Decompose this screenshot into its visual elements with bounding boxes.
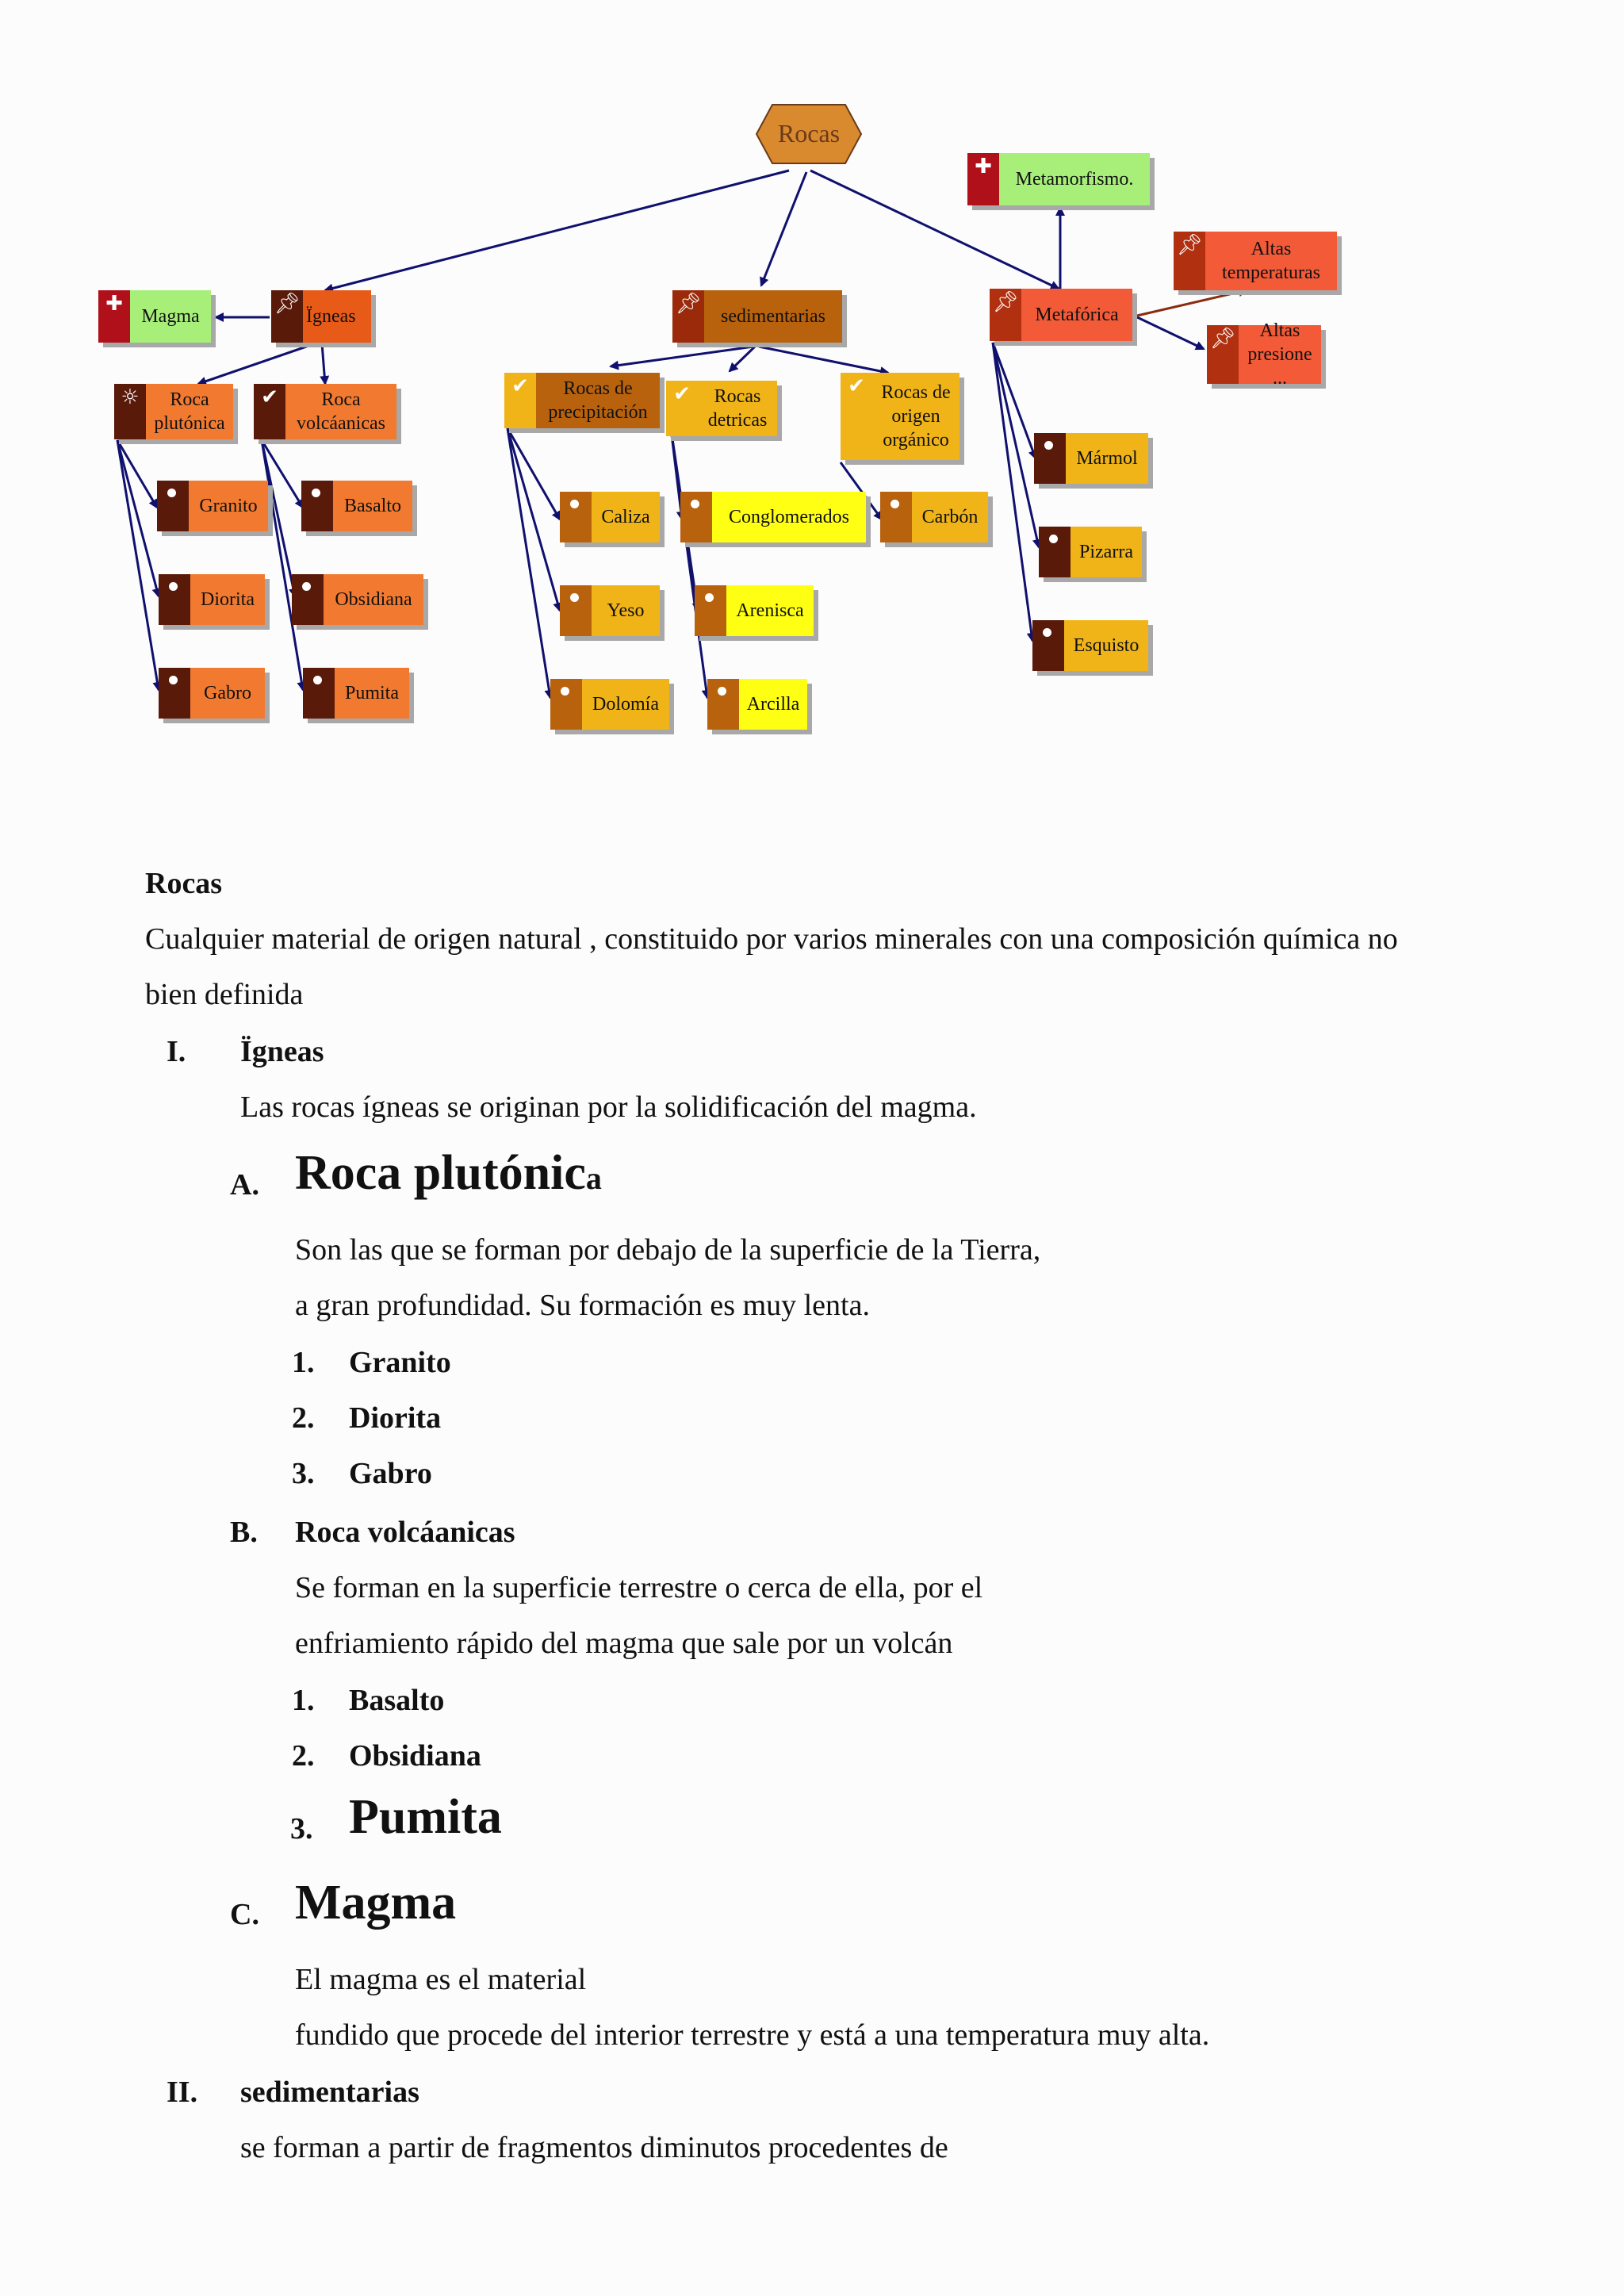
node-rocas-detricas[interactable]: ✔ Rocas detricas [666,381,777,436]
checkmark-icon: ✔ [841,373,872,460]
checkmark-icon: ✔ [504,373,536,428]
node-metaforica[interactable]: 📌︎ Metafórica [990,289,1132,341]
plus-icon: ✚ [967,153,999,205]
subsection-a-text-line-2: a gran profundidad. Su formación es muy lenta. [295,1289,870,1322]
section-2-text: se forman a partir de fragmentos diminutos procedentes de [240,2131,948,2164]
section-2-number: II. [167,2076,198,2109]
node-altas-presiones[interactable]: 📌︎ Altas presione ... [1207,325,1321,384]
subsection-b-text-line-1: Se forman en la superficie terrestre o cerca de ella, por el [295,1571,983,1604]
bullet-icon [680,492,712,542]
node-metamorfismo[interactable]: ✚ Metamorfismo. [967,153,1150,205]
list-item-number: 1. [292,1684,315,1717]
list-item-number: 1. [292,1346,315,1379]
pushpin-icon: 📌︎ [1174,232,1205,290]
list-item-number: 3. [292,1457,315,1490]
bullet-icon [550,679,582,730]
bullet-icon [695,585,726,636]
node-roca-plutonica[interactable]: ☼ Roca plutónica [114,384,233,439]
plus-icon: ✚ [98,290,130,343]
node-pizarra[interactable]: Pizarra [1039,527,1142,577]
node-caliza[interactable]: Caliza [560,492,660,542]
lightbulb-icon: ☼ [114,384,146,439]
subsection-a-text-line-1: Son las que se forman por debajo de la superficie de la Tierra, [295,1233,1041,1267]
intro-paragraph-line-2: bien definida [145,978,304,1011]
node-rocas-organico[interactable]: ✔ Rocas de origen orgánico [841,373,959,460]
subsection-c-title: Magma [295,1876,457,1930]
node-conglomerados[interactable]: Conglomerados [680,492,866,542]
bullet-icon [157,481,189,531]
node-sedimentarias[interactable]: 📌︎ sedimentarias [672,290,842,343]
node-altas-temperaturas[interactable]: 📌︎ Altas temperaturas [1174,232,1337,290]
bullet-icon [303,668,335,719]
node-diorita[interactable]: Diorita [159,574,265,625]
list-item-number: 2. [292,1401,315,1435]
list-item-number: 2. [292,1739,315,1773]
section-1-number: I. [167,1035,186,1068]
bullet-icon [1032,620,1064,671]
list-item-obsidiana: Obsidiana [349,1739,481,1773]
pushpin-icon: 📌︎ [1207,325,1239,384]
section-2-title: sedimentarias [240,2076,419,2109]
bullet-icon [292,574,324,625]
section-1-title: Ïgneas [240,1035,324,1068]
node-gabro[interactable]: Gabro [159,668,265,719]
doc-title: Rocas [145,867,223,900]
bullet-icon [301,481,333,531]
subsection-c-text-line-1: El magma es el material [295,1963,587,1996]
node-igneas[interactable]: 📌︎ Ïgneas [271,290,371,343]
subsection-b-title: Roca volcáanicas [295,1516,515,1549]
subsection-c-text-line-2: fundido que procede del interior terrestre y está a una temperatura muy alta. [295,2018,1210,2052]
subsection-a-title: Roca plutónica [295,1146,602,1200]
pushpin-icon: 📌︎ [990,289,1021,341]
list-item-granito: Granito [349,1346,451,1379]
pushpin-icon: 📌︎ [672,290,704,343]
node-arcilla[interactable]: Arcilla [707,679,807,730]
node-obsidiana[interactable]: Obsidiana [292,574,423,625]
bullet-icon [560,492,592,542]
node-esquisto[interactable]: Esquisto [1032,620,1148,671]
checkmark-icon: ✔ [254,384,285,439]
list-item-number: 3. [290,1812,313,1846]
root-label: Rocas [777,119,841,148]
list-item-pumita: Pumita [349,1790,502,1844]
node-dolomia[interactable]: Dolomía [550,679,669,730]
node-arenisca[interactable]: Arenisca [695,585,814,636]
intro-paragraph-line-1: Cualquier material de origen natural , constituido por varios minerales con una composición química no [145,922,1398,956]
bullet-icon [1034,433,1066,484]
node-granito[interactable]: Granito [157,481,268,531]
node-pumita[interactable]: Pumita [303,668,409,719]
list-item-basalto: Basalto [349,1684,445,1717]
subsection-b-number: B. [230,1516,258,1549]
list-item-diorita: Diorita [349,1401,442,1435]
section-1-text: Las rocas ígneas se originan por la solidificación del magma. [240,1091,977,1124]
node-rocas-precipitacion[interactable]: ✔ Rocas de precipitación [504,373,660,428]
subsection-c-number: C. [230,1898,259,1931]
bullet-icon [1039,527,1071,577]
node-basalto[interactable]: Basalto [301,481,412,531]
bullet-icon [159,574,190,625]
bullet-icon [560,585,592,636]
node-roca-volcanicas[interactable]: ✔ Roca volcáanicas [254,384,396,439]
node-magma[interactable]: ✚ Magma [98,290,211,343]
list-item-gabro: Gabro [349,1457,432,1490]
node-carbon[interactable]: Carbón [880,492,988,542]
pushpin-icon: 📌︎ [271,290,303,343]
bullet-icon [707,679,739,730]
node-marmol[interactable]: Mármol [1034,433,1148,484]
root-node-rocas[interactable] [755,103,863,165]
checkmark-icon: ✔ [666,381,698,436]
subsection-b-text-line-2: enfriamiento rápido del magma que sale por un volcán [295,1627,953,1660]
bullet-icon [159,668,190,719]
bullet-icon [880,492,912,542]
concept-map [0,0,1624,793]
node-yeso[interactable]: Yeso [560,585,660,636]
subsection-a-number: A. [230,1168,259,1202]
